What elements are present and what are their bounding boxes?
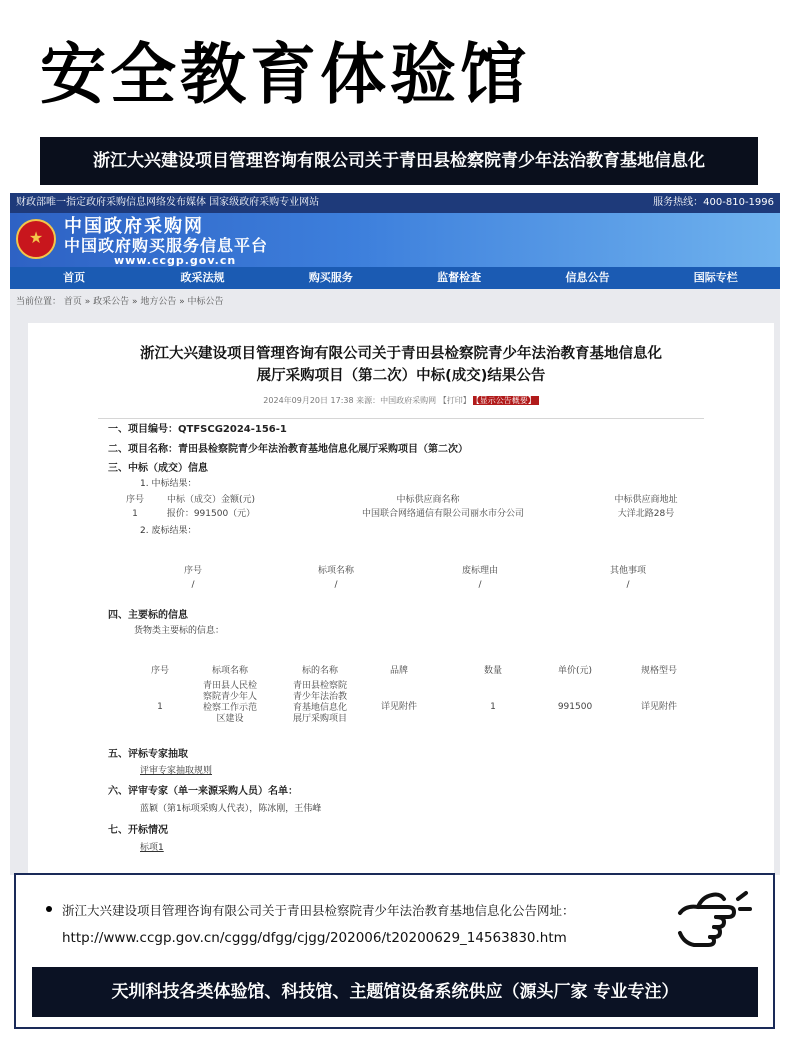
subtitle-bar: 浙江大兴建设项目管理咨询有限公司关于青田县检察院青少年法治教育基地信息化 (40, 137, 758, 185)
divider (98, 418, 704, 419)
logo-line2: 中国政府购买服务信息平台 (64, 236, 269, 255)
nav-announcements[interactable]: 信息公告 (565, 271, 610, 284)
site-banner (10, 213, 780, 267)
section-project-name: 二、项目名称：青田县检察院青少年法治教育基地信息化展厅采购项目（第二次） (108, 444, 468, 455)
award-header-address: 中标供应商地址 (614, 495, 678, 505)
goods-header-item: 标项名称 (211, 666, 248, 676)
goods-header-target: 标的名称 (301, 666, 338, 676)
section-expert-list: 六、评审专家（单一来源采购人员）名单： (108, 786, 298, 797)
pointing-hand-icon (676, 887, 756, 947)
lot1-link[interactable]: 标项1 (140, 843, 164, 853)
award-header-amount: 中标（成交）金额(元) (166, 495, 256, 505)
section-main-items: 四、主要标的信息 (108, 610, 188, 621)
section-bid-opening: 七、开标情况 (108, 825, 168, 836)
show-summary-button[interactable]: 【显示公告概要】 (473, 396, 539, 405)
main-nav (10, 267, 780, 289)
fail-result-label: 2. 废标结果： (140, 526, 197, 536)
goods-header-price: 单价(元) (557, 666, 593, 676)
webpage-screenshot (10, 193, 780, 875)
page-title: 安全教育体验馆 (40, 36, 530, 113)
award-cell-amount: 报价：991500（元） (166, 509, 256, 519)
award-cell-address: 大洋北路28号 (617, 509, 675, 519)
award-cell-supplier: 中国联合网络通信有限公司丽水市分公司 (361, 509, 524, 519)
fail-header-reason: 废标理由 (461, 566, 498, 576)
fail-cell-other: / (626, 580, 630, 590)
goods-cell-price: 991500 (557, 702, 593, 712)
section-award-info: 三、中标（成交）信息 (108, 463, 208, 474)
goods-cell-spec: 详见附件 (640, 702, 677, 712)
fail-header-other: 其他事项 (609, 566, 646, 576)
bullet-icon (46, 906, 52, 912)
section-expert-draw: 五、评标专家抽取 (108, 749, 188, 760)
national-emblem-icon: ★ (16, 219, 56, 259)
expert-rules-link[interactable]: 评审专家抽取规则 (140, 766, 213, 776)
goods-cell-item: 青田县人民检察院青少年人检察工作示范区建设 (202, 681, 257, 724)
nav-international[interactable]: 国际专栏 (693, 271, 738, 284)
notice-title-line2: 展厅采购项目（第二次）中标(成交)结果公告 (256, 368, 546, 384)
fail-cell-no: / (191, 580, 195, 590)
nav-supervision[interactable]: 监督检查 (437, 271, 482, 284)
award-result-label: 1. 中标结果： (140, 479, 197, 489)
promo-banner: 天圳科技各类体验馆、科技馆、主题馆设备系统供应（源头厂家 专业专注） (32, 967, 758, 1017)
award-header-no: 序号 (125, 495, 144, 505)
nav-home[interactable]: 首页 (63, 271, 86, 284)
breadcrumb: 当前位置： 首页 » 政采公告 » 地方公告 » 中标公告 (16, 297, 224, 307)
nav-services[interactable]: 购买服务 (308, 271, 353, 284)
goods-cell-target: 青田县检察院青少年法治教育基地信息化展厅采购项目 (292, 681, 347, 724)
site-logo[interactable] (64, 217, 268, 267)
fail-header-item: 标项名称 (317, 566, 354, 576)
goods-cell-brand: 详见附件 (380, 702, 417, 712)
goods-info-label: 货物类主要标的信息： (134, 626, 225, 636)
logo-line1: 中国政府采购网 (64, 216, 204, 237)
goods-header-spec: 规格型号 (640, 666, 677, 676)
fail-header-no: 序号 (183, 566, 202, 576)
goods-header-no: 序号 (150, 666, 169, 676)
top-strip-left: 财政部唯一指定政府采购信息网络发布媒体 国家级政府采购专业网站 (16, 197, 320, 208)
nav-regulations[interactable]: 政采法规 (180, 271, 225, 284)
footer-frame (14, 873, 775, 1029)
award-header-supplier: 中标供应商名称 (396, 495, 460, 505)
top-strip (10, 193, 780, 213)
goods-header-qty: 数量 (483, 666, 502, 676)
logo-url: www.ccgp.gov.cn (114, 254, 237, 267)
fail-cell-reason: / (478, 580, 482, 590)
footer-note: 浙江大兴建设项目管理咨询有限公司关于青田县检察院青少年法治教育基地信息化公告网址： (62, 903, 575, 918)
notice-document (28, 323, 774, 875)
notice-meta-text: 2024年09月20日 17:38 来源：中国政府采购网 【打印】 (263, 396, 471, 405)
fail-cell-item: / (334, 580, 338, 590)
goods-header-brand: 品牌 (389, 666, 408, 676)
notice-url-link[interactable]: http://www.ccgp.gov.cn/cggg/dfgg/cjgg/202006/t20200629_14563830.htm (62, 930, 567, 946)
section-project-number: 一、项目编号：QTFSCG2024-156-1 (108, 424, 287, 435)
notice-title-line1: 浙江大兴建设项目管理咨询有限公司关于青田县检察院青少年法治教育基地信息化 (140, 346, 662, 362)
hotline: 服务热线：400-810-1996 (653, 197, 774, 208)
goods-cell-qty: 1 (490, 702, 496, 712)
award-cell-no: 1 (132, 509, 138, 519)
notice-title (28, 323, 774, 387)
goods-cell-no: 1 (157, 702, 163, 712)
expert-names: 蓝颖（第1标项采购人代表），陈冰刚，王伟峰 (140, 804, 322, 814)
notice-meta (28, 395, 774, 406)
